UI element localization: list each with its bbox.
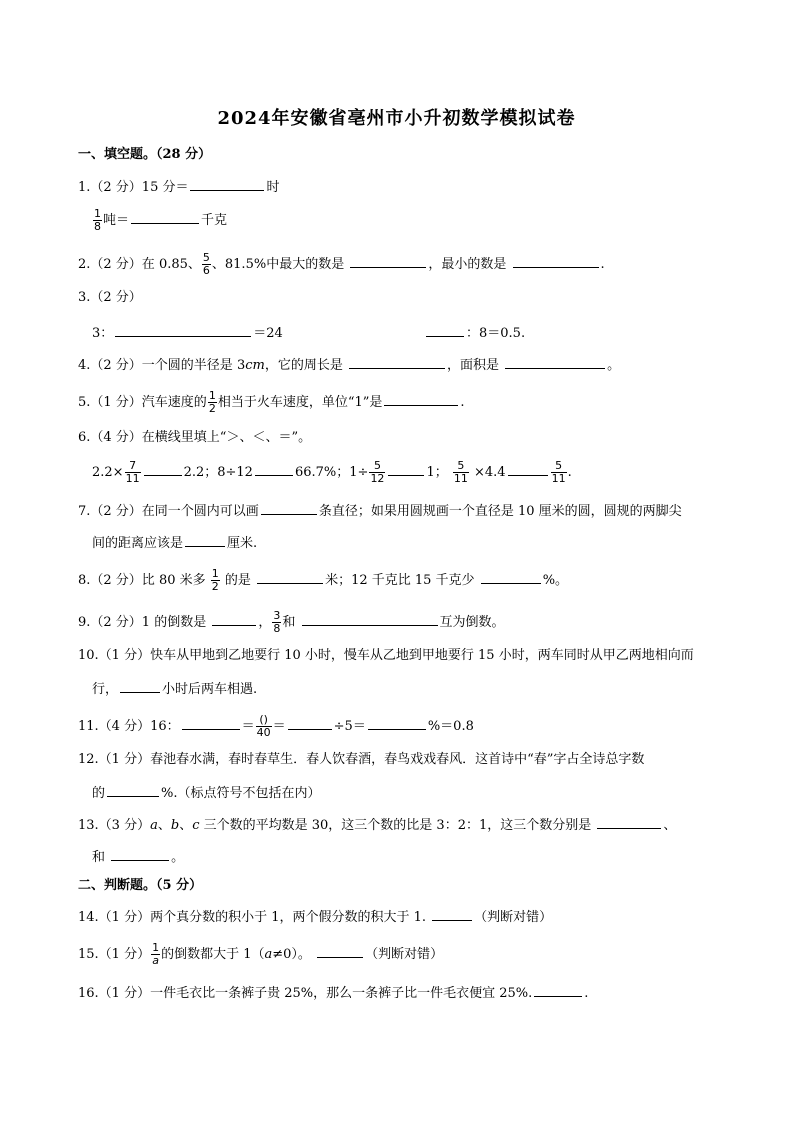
question-7: 7.（2 分）在同一个圆内可以画 条直径；如果用圆规画一个直径是 10 厘米的圆，圆规的两脚尖 — [78, 500, 682, 522]
fraction: $\frac{1}{8}$ — [94, 207, 101, 233]
question-7-continued: 间的距离应该是 厘米. — [92, 532, 257, 554]
question-6-comparisons: 2.2× $\frac{7}{11}$ 2.2；8÷12 66.7%；1÷ $\frac{5}{12}$ 1； $\frac{5}{11}$ ×4.4 $\frac{5}{11}$ . — [92, 459, 572, 485]
answer-blank[interactable] — [597, 814, 661, 829]
answer-blank[interactable] — [349, 354, 445, 369]
question-16: 16.（1 分）一件毛衣比一条裤子贵 25%，那么一条裤子比一件毛衣便宜 25%. . — [78, 982, 588, 1004]
answer-blank[interactable] — [190, 176, 264, 191]
fraction: $\frac{3}{8}$ — [273, 609, 281, 635]
section-heading-true-false: 二、判断题。（5 分） — [78, 878, 203, 893]
answer-blank[interactable] — [388, 461, 424, 476]
question-13-continued: 和 。 — [92, 846, 184, 868]
answer-blank[interactable] — [257, 569, 323, 584]
question-3-part-a: 3： ＝24 — [92, 322, 283, 344]
fraction: $\frac{1}{a}$ — [152, 941, 160, 967]
answer-blank[interactable] — [350, 253, 426, 268]
question-14: 14.（1 分）两个真分数的积小于 1，两个假分数的积大于 1. （判断对错） — [78, 906, 552, 928]
question-10: 10.（1 分）快车从甲地到乙地要行 10 小时，慢车从乙地到甲地要行 15 小时，两车同时从甲乙两地相向而 — [78, 648, 694, 663]
section-heading-fill-in: 一、填空题。（28 分） — [78, 147, 212, 162]
question-8: 8.（2 分）比 80 米多 $\frac{1}{2}$ 的是 米；12 千克比 15 千克少 %。 — [78, 567, 569, 593]
answer-blank[interactable] — [317, 943, 363, 958]
answer-blank[interactable] — [115, 322, 251, 337]
page-title: 2024年安徽省亳州市小升初数学模拟试卷 — [217, 108, 576, 129]
question-6: 6.（4 分）在横线里填上“＞、＜、＝”。 — [78, 430, 312, 445]
answer-blank[interactable] — [302, 611, 438, 626]
answer-blank[interactable] — [261, 500, 317, 515]
answer-blank[interactable] — [185, 532, 225, 547]
answer-blank[interactable] — [505, 354, 605, 369]
question-9: 9.（2 分）1 的倒数是 ， $\frac{3}{8}$ 和 互为倒数。 — [78, 609, 505, 635]
question-11: 11.（4 分）16： ＝ $\frac{()}{40}$ ＝ ÷5＝ %＝0.8 — [78, 713, 474, 739]
answer-blank[interactable] — [131, 209, 199, 224]
question-3-part-b: ：8＝0.5. — [424, 322, 525, 344]
answer-blank[interactable] — [426, 322, 464, 337]
question-4: 4.（2 分）一个圆的半径是 3cm，它的周长是 ，面积是 。 — [78, 354, 620, 376]
question-5: 5.（1 分）汽车速度的 $\frac{1}{2}$ 相当于火车速度，单位“1”是 . — [78, 389, 465, 415]
answer-blank[interactable] — [255, 461, 293, 476]
fraction: $\frac{5}{6}$ — [202, 251, 210, 277]
question-2: 2.（2 分）在 0.85、 $\frac{5}{6}$ 、81.5%中最大的数是 ，最小的数是 . — [78, 251, 605, 277]
question-10-continued: 行， 小时后两车相遇. — [92, 678, 257, 700]
fraction: $\frac{7}{11}$ — [125, 459, 140, 485]
question-1-part-2: $\frac{1}{8}$ 吨＝ 千克 — [94, 207, 228, 233]
answer-blank[interactable] — [432, 906, 472, 921]
answer-blank[interactable] — [508, 461, 548, 476]
answer-blank[interactable] — [534, 982, 582, 997]
answer-blank[interactable] — [144, 461, 182, 476]
question-3: 3.（2 分） — [78, 290, 142, 305]
question-1: 1.（2 分）15 分＝ 时 — [78, 176, 280, 198]
answer-blank[interactable] — [212, 611, 256, 626]
fraction: $\frac{()}{40}$ — [256, 713, 271, 739]
answer-blank[interactable] — [111, 846, 169, 861]
fraction: $\frac{5}{11}$ — [551, 459, 566, 485]
answer-blank[interactable] — [481, 569, 541, 584]
answer-blank[interactable] — [288, 715, 332, 730]
question-12-continued: 的 %.（标点符号不包括在内） — [92, 782, 321, 804]
answer-blank[interactable] — [384, 391, 458, 406]
fraction: $\frac{1}{2}$ — [208, 389, 216, 415]
question-12: 12.（1 分）春池春水满，春时春草生．春人饮春酒，春鸟戏戏春风．这首诗中“春”字占全诗总字数 — [78, 752, 645, 767]
answer-blank[interactable] — [120, 678, 160, 693]
answer-blank[interactable] — [107, 782, 159, 797]
answer-blank[interactable] — [513, 253, 599, 268]
question-13: 13.（3 分）a、b、c 三个数的平均数是 30，这三个数的比是 3：2：1，这三个数分别是 、 — [78, 814, 676, 836]
fraction: $\frac{1}{2}$ — [211, 567, 219, 593]
fraction: $\frac{5}{12}$ — [370, 459, 385, 485]
answer-blank[interactable] — [182, 715, 240, 730]
question-15: 15.（1 分） $\frac{1}{a}$ 的倒数都大于 1（a≠0）。 （判断对错） — [78, 941, 444, 967]
fraction: $\frac{5}{11}$ — [453, 459, 468, 485]
answer-blank[interactable] — [368, 715, 426, 730]
